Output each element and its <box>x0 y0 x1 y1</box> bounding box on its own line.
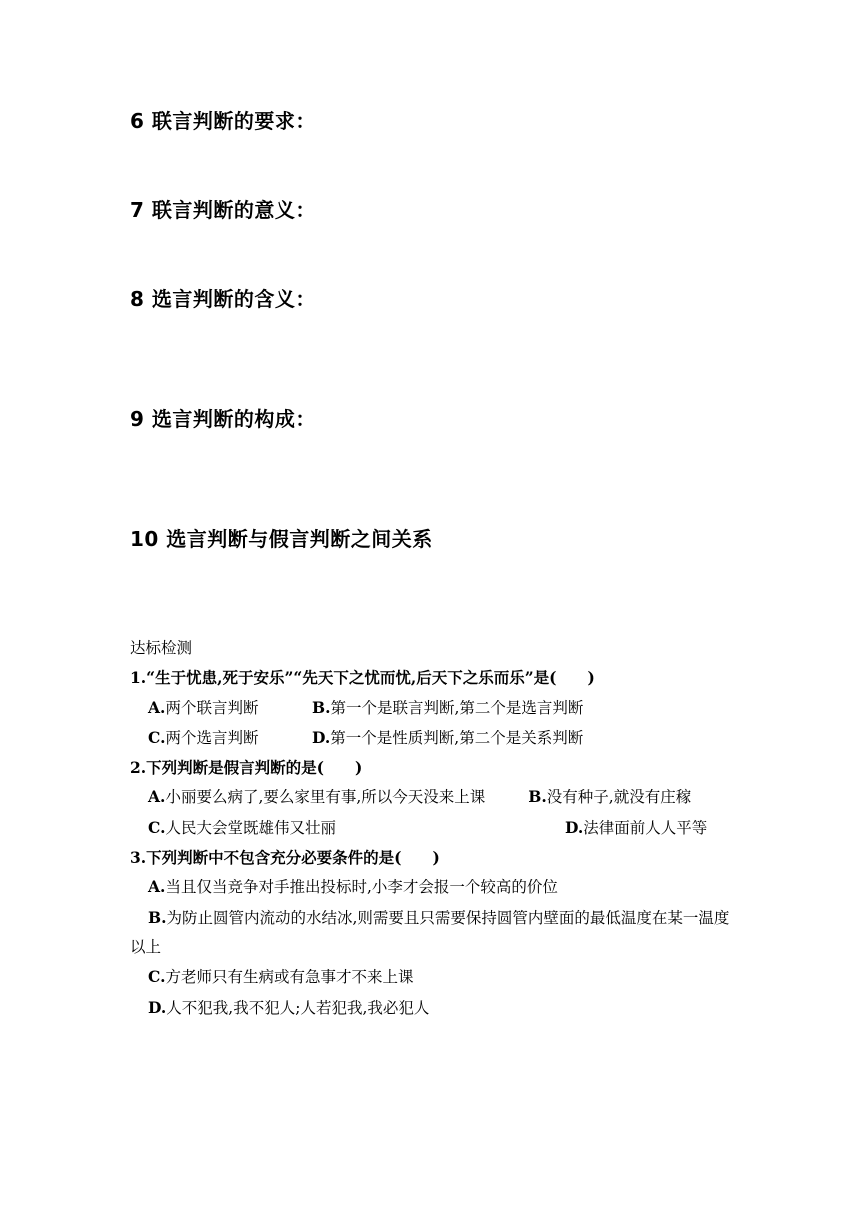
question-2-option-d: D.法律面前人人平等 <box>565 817 708 837</box>
question-2-options-row-2 <box>130 813 730 843</box>
section-title: 达标检测 <box>130 639 193 657</box>
question-3-option-d: D.人不犯我,我不犯人;人若犯我,我必犯人 <box>148 997 430 1017</box>
heading-9: 9 选言判断的构成： <box>130 407 316 431</box>
question-1-options-row-2 <box>130 723 730 753</box>
question-1-option-b: B.第一个是联言判断,第二个是选言判断 <box>312 697 584 717</box>
heading-10: 10 选言判断与假言判断之间关系 <box>130 527 433 551</box>
question-2-option-c: C.人民大会堂既雄伟又壮丽 <box>148 817 336 837</box>
heading-6: 6 联言判断的要求： <box>130 109 316 133</box>
question-2-stem: 2.下列判断是假言判断的是( ) <box>130 758 363 778</box>
question-3-option-b: B.为防止圆管内流动的水结冰,则需要且只需要保持圆管内壁面的最低温度在某一温度以上 <box>130 907 730 956</box>
question-2-options-row-1 <box>130 782 730 812</box>
question-3-option-a: A.当且仅当竞争对手推出投标时,小李才会报一个较高的价位 <box>148 877 558 897</box>
question-1-option-a: A.两个联言判断 <box>148 697 259 717</box>
question-3-option-c: C.方老师只有生病或有急事才不来上课 <box>148 967 414 987</box>
heading-7: 7 联言判断的意义： <box>130 198 316 222</box>
question-2-option-a: A.小丽要么病了,要么家里有事,所以今天没来上课 <box>148 787 486 807</box>
question-1-option-d: D.第一个是性质判断,第二个是关系判断 <box>312 727 584 747</box>
question-2-option-b: B.没有种子,就没有庄稼 <box>528 787 692 807</box>
question-1-stem: 1.“生于忧患,死于安乐”“先天下之忧而忧,后天下之乐而乐”是( ) <box>130 668 595 688</box>
question-1-option-c: C.两个选言判断 <box>148 727 259 747</box>
heading-8: 8 选言判断的含义： <box>130 287 316 311</box>
exercise-section <box>130 634 730 1023</box>
question-3-stem: 3.下列判断中不包含充分必要条件的是( ) <box>130 848 440 868</box>
question-1-options-row-1 <box>130 693 730 723</box>
